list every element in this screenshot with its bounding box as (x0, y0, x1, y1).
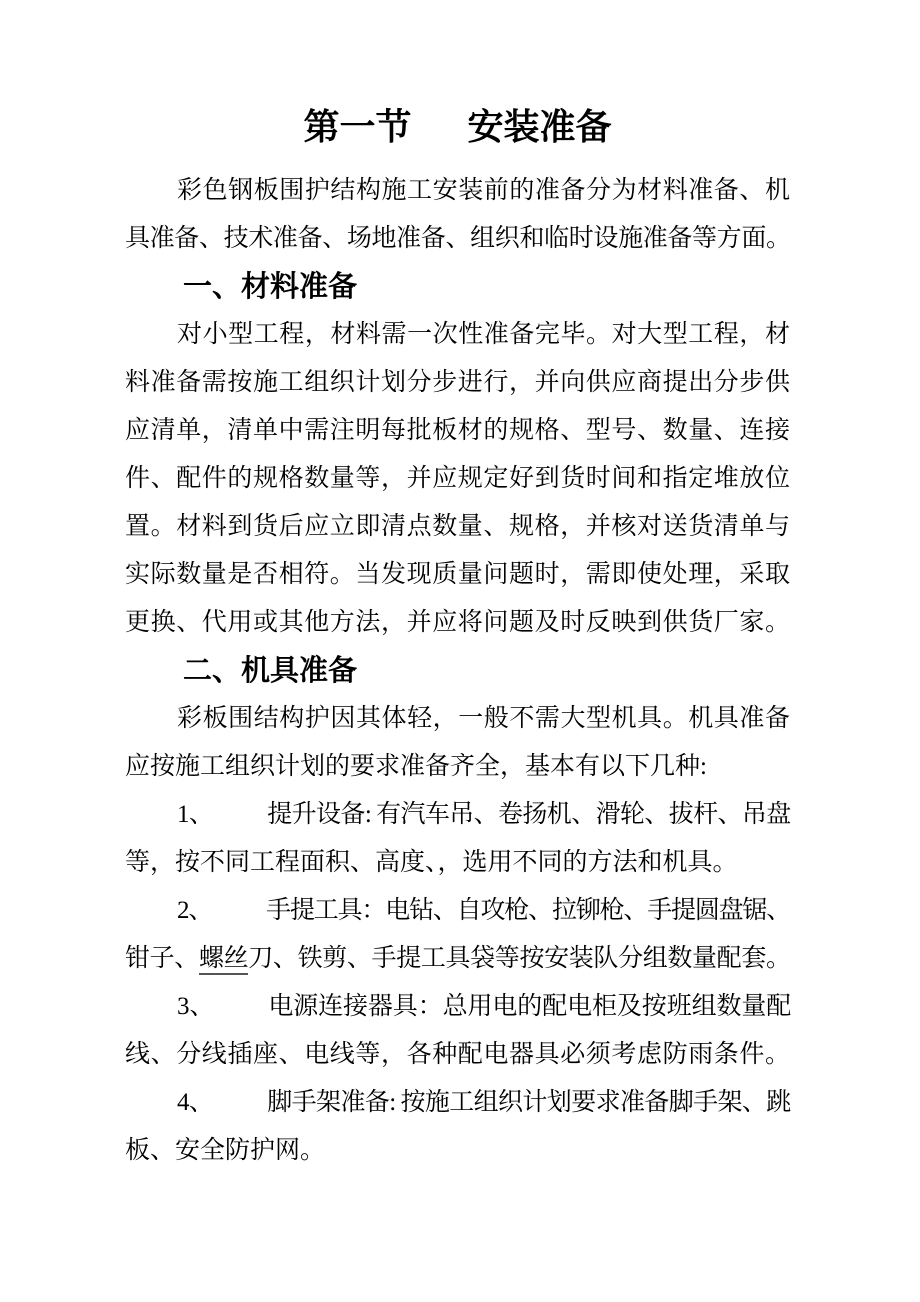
body-line: 件、配件的规格数量等，并应规定好到货时间和指定堆放位 (125, 465, 790, 492)
doc-title (125, 105, 790, 149)
body-line: 应按施工组织计划的要求准备齐全，基本有以下几种: (125, 753, 707, 780)
intro-line: 彩色钢板围护结构施工安装前的准备分为材料准备、机 (177, 177, 790, 204)
list-item-number: 3、 (177, 993, 215, 1020)
list-item-text: 电源连接器具：总用电的配电柜及按班组数量配 (268, 993, 791, 1020)
document-content (125, 0, 790, 1175)
body-line: 料准备需按施工组织计划分步进行，并向供应商提出分步供 (125, 369, 790, 396)
body-line: 应清单，清单中需注明每批板材的规格、型号、数量、连接 (125, 417, 790, 444)
section1-heading: 一、材料准备 (183, 271, 358, 303)
doc-title-text: 安装准备 (467, 107, 612, 147)
body-line: 彩板围结构护因其体轻，一般不需大型机具。机具准备 (177, 705, 790, 732)
list-item-line (125, 1079, 790, 1127)
body-line: 对小型工程，材料需一次性准备完毕。对大型工程，材 (177, 321, 790, 348)
list-item-number: 2、 (177, 897, 213, 924)
list-item-text: 手提工具：电钻、自攻枪、拉铆枪、手提圆盘锯、 (266, 897, 790, 924)
body-line: 置。材料到货后应立即清点数量、规格，并核对送货清单与 (125, 513, 790, 540)
intro-line: 具准备、技术准备、场地准备、组织和临时设施准备等方面。 (125, 225, 790, 252)
list-item-line (125, 935, 790, 983)
list-item-line (125, 791, 790, 839)
list-item-line: 等，按不同工程面积、高度、，选用不同的方法和机具。 (125, 849, 738, 876)
list-item-number: 1、 (177, 801, 214, 828)
list-item-line: 线、分线插座、电线等，各种配电器具必须考虑防雨条件。 (125, 1041, 790, 1068)
list-item-line: 板、安全防护网。 (125, 1137, 326, 1164)
doc-title-section-number: 第一节 (303, 107, 412, 147)
body-line: 更换、代用或其他方法，并应将问题及时反映到供货厂家。 (125, 609, 790, 636)
body-line: 实际数量是否相符。当发现质量问题时，需即使处理，采取 (125, 561, 790, 588)
list-item-text: 脚手架准备: 按施工组织计划要求准备脚手架、跳 (267, 1089, 790, 1116)
list-item-line (125, 983, 790, 1031)
underlined-term: 螺丝 (199, 945, 248, 975)
list-item-text: 钳子、 (125, 945, 199, 972)
list-item-line (125, 887, 790, 935)
section2-heading: 二、机具准备 (183, 655, 358, 687)
intro-paragraph (125, 167, 790, 1175)
list-item-text: 刀、铁剪、手提工具袋等按安装队分组数量配套。 (248, 945, 790, 972)
list-item-number: 4、 (177, 1089, 214, 1116)
list-item-text: 提升设备: 有汽车吊、卷扬机、滑轮、拔杆、吊盘 (267, 801, 790, 828)
